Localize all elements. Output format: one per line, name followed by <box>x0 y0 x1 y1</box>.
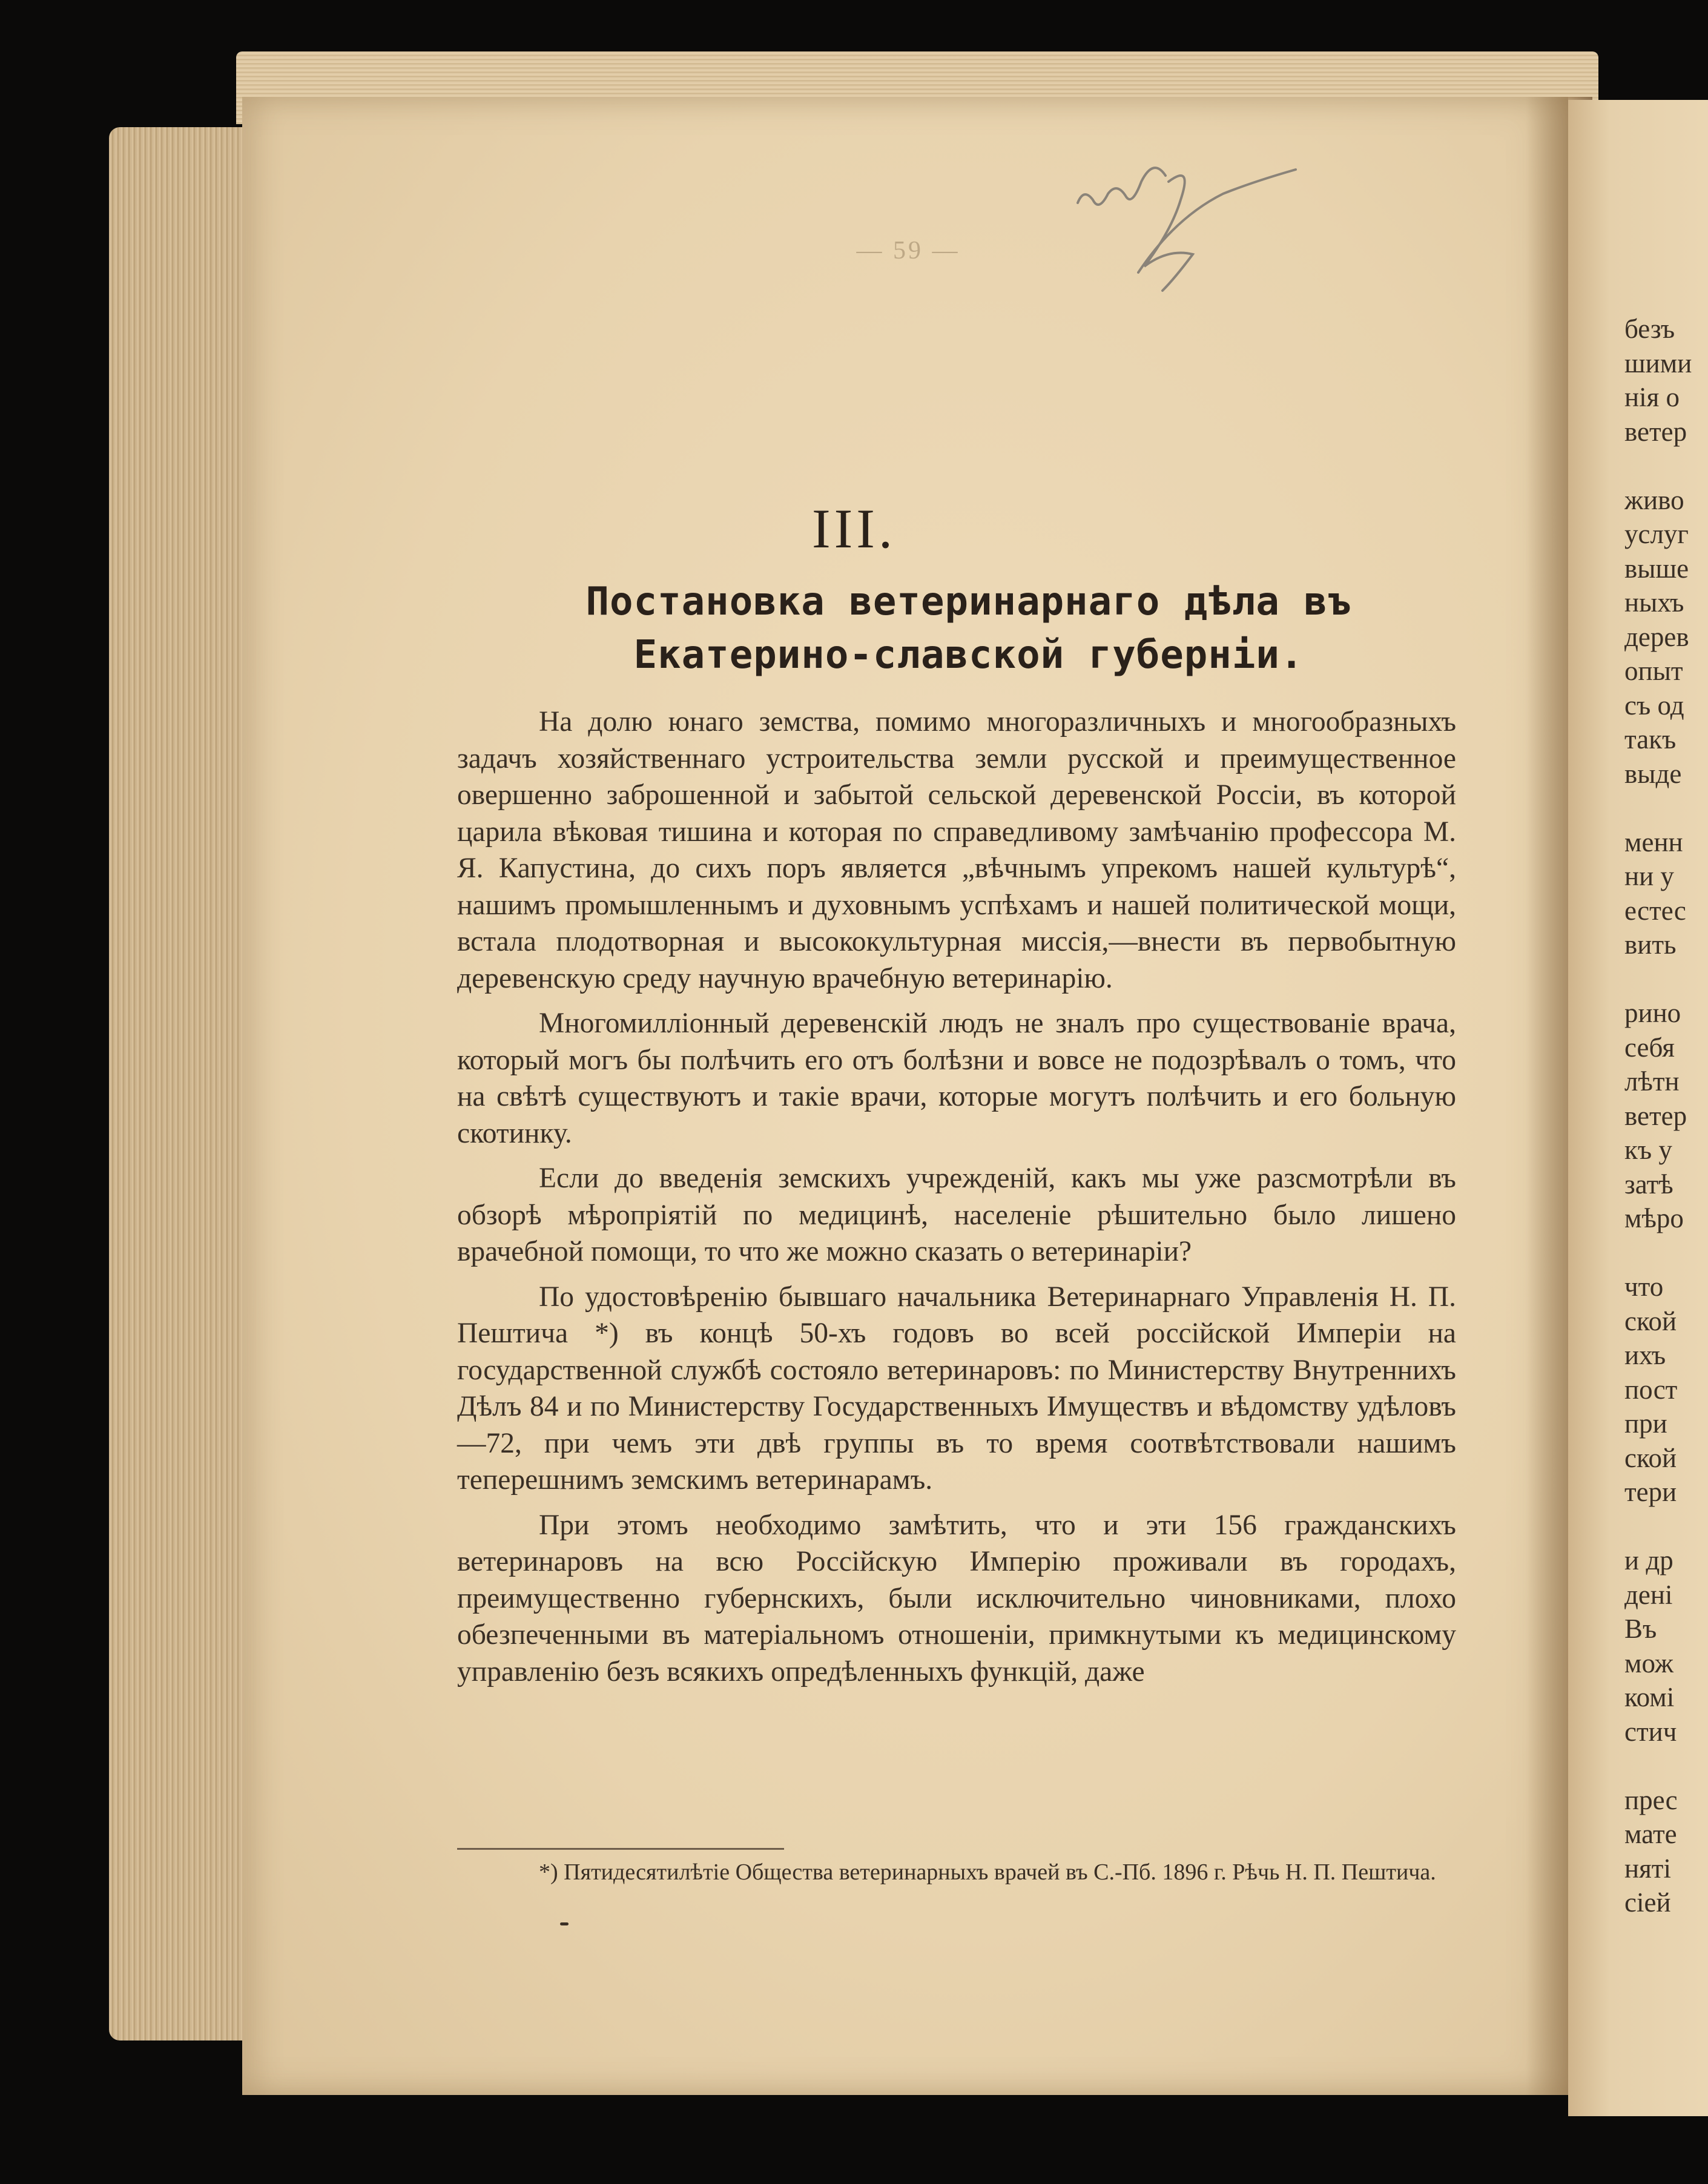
right-page-line: ветер <box>1624 1100 1687 1131</box>
right-page-line: выше <box>1624 553 1689 584</box>
right-page-gap <box>1624 791 1708 825</box>
right-page-line: себя <box>1624 1032 1675 1063</box>
right-page-line: менн <box>1624 826 1683 857</box>
right-page-line: безъ <box>1624 314 1675 344</box>
paragraph-5: При этомъ необходимо замѣтить, что и эти 156 гражданскихъ ветеринаровъ на всю Россійскую Имперію проживали въ городахъ, преимущественно губернскихъ, были исключительно чиновниками, плохо обезпеченными въ матеріальномъ отношеніи, примкнутыми къ медицинскому управленію безъ всякихъ опредѣленныхъ функцій, даже <box>457 1509 1456 1687</box>
right-page-line: няті <box>1624 1853 1671 1884</box>
right-page-line: живо <box>1624 484 1684 515</box>
right-page-line: стич <box>1624 1716 1677 1747</box>
right-page-line: мож <box>1624 1648 1673 1678</box>
right-page-line: съ од <box>1624 690 1684 721</box>
paragraph-1: На долю юнаго земства, помимо многоразличныхъ и многообразныхъ задачъ хозяйственнаго устроительства земли русской и преимущественное овершенно заброшенной и забытой сельской деревенской Россіи, въ которой царила вѣковая тишина и которая по справедливому замѣчанію профессора М. Я. Капустина, до сихъ поръ является „вѣчнымъ упрекомъ нашей культурѣ“, нашимъ промышленнымъ и духовнымъ успѣхамъ и нашей политической мощи, встала плодотворная и высококультурная миссія,—внести въ первобытную деревенскую среду научную врачебную ветеринарію. <box>457 706 1456 994</box>
right-page-line: къ у <box>1624 1135 1672 1165</box>
right-page-line: ныхъ <box>1624 587 1684 618</box>
right-page-line: Въ <box>1624 1614 1657 1644</box>
right-page-line: шими <box>1624 348 1692 378</box>
chapter-title: Постановка ветеринарнаго дѣла въ Екатерино-славской губерніи. <box>585 579 1352 678</box>
right-page-line: дерев <box>1624 621 1689 652</box>
right-page-line: ветер <box>1624 416 1687 447</box>
right-page-line: затѣ <box>1624 1169 1673 1199</box>
handwritten-pencil-mark <box>1066 145 1344 303</box>
right-page-line: мате <box>1624 1819 1677 1849</box>
right-page-line: тери <box>1624 1477 1677 1507</box>
paragraph-4: По удостовѣренію бывшаго начальника Ветеринарнаго Управленія Н. П. Пештича *) въ концѣ 50-хъ годовъ во всей россійской Имперіи на государственной службѣ состояло ветеринаровъ: по Министерству Внутреннихъ Дѣлъ 84 и по Министерству Государственныхъ Имуществъ и вѣдомству удѣловъ—72, при чемъ эти двѣ группы въ то время соотвѣтствовали нашимъ теперешнимъ земскимъ ветеринарамъ. <box>457 1281 1456 1496</box>
right-page-line: опыт <box>1624 656 1683 686</box>
right-page-line: что <box>1624 1272 1664 1302</box>
right-page-line: ской <box>1624 1442 1677 1473</box>
right-page-text <box>1624 312 1708 1920</box>
right-page-line: лѣтн <box>1624 1066 1680 1097</box>
right-page-line: пост <box>1624 1374 1678 1405</box>
paragraph-3: Если до введенія земскихъ учрежденій, какъ мы уже разсмотрѣли въ обзорѣ мѣропріятій по медицинѣ, населеніе рѣшительно было лишено врачебной помощи, то что же можно сказать о ветеринаріи? <box>457 1163 1456 1267</box>
chapter-numeral: III. <box>812 498 896 559</box>
footnote <box>457 1858 1456 1887</box>
right-page-line: мѣро <box>1624 1203 1684 1233</box>
ink-speck <box>560 1922 569 1925</box>
right-page-line: ни у <box>1624 861 1674 891</box>
right-page-line: сіей <box>1624 1887 1671 1918</box>
right-page-gap <box>1624 1749 1708 1783</box>
right-page-line: вить <box>1624 929 1677 960</box>
right-page-line: рино <box>1624 998 1681 1028</box>
right-page-line: естес <box>1624 895 1686 926</box>
right-page-line: ской <box>1624 1305 1677 1336</box>
right-page-line: и др <box>1624 1545 1673 1575</box>
right-page-gap <box>1624 1236 1708 1270</box>
right-page-line: услуг <box>1624 519 1689 549</box>
right-page-line: прес <box>1624 1784 1678 1815</box>
right-page-gap <box>1624 962 1708 997</box>
footnote-divider <box>457 1848 784 1850</box>
right-page-line: дені <box>1624 1579 1673 1610</box>
page-number: — 59 — <box>856 237 960 265</box>
paragraph-2: Многомилліонный деревенскій людъ не зналъ про существованіе врача, который могъ бы полѣчить его отъ болѣзни и вовсе не подозрѣвалъ о томъ, что на свѣтѣ существуютъ и такіе врачи, которые могутъ полѣчить и его больную скотинку. <box>457 1008 1456 1149</box>
right-page-gap <box>1624 1509 1708 1544</box>
footnote-text: *) Пятидесятилѣтіе Общества ветеринарныхъ врачей въ С.-Пб. 1896 г. Рѣчь Н. П. Пештича. <box>539 1859 1436 1885</box>
right-page-line: нія о <box>1624 382 1680 412</box>
right-page-line: ихъ <box>1624 1340 1666 1370</box>
right-page-line: комі <box>1624 1682 1675 1712</box>
right-page-line: при <box>1624 1408 1667 1439</box>
right-page-line: такъ <box>1624 724 1677 754</box>
body-text <box>457 704 1456 1698</box>
right-page-line: выде <box>1624 758 1682 789</box>
right-page-gap <box>1624 449 1708 483</box>
book-page-edge <box>109 127 248 2040</box>
